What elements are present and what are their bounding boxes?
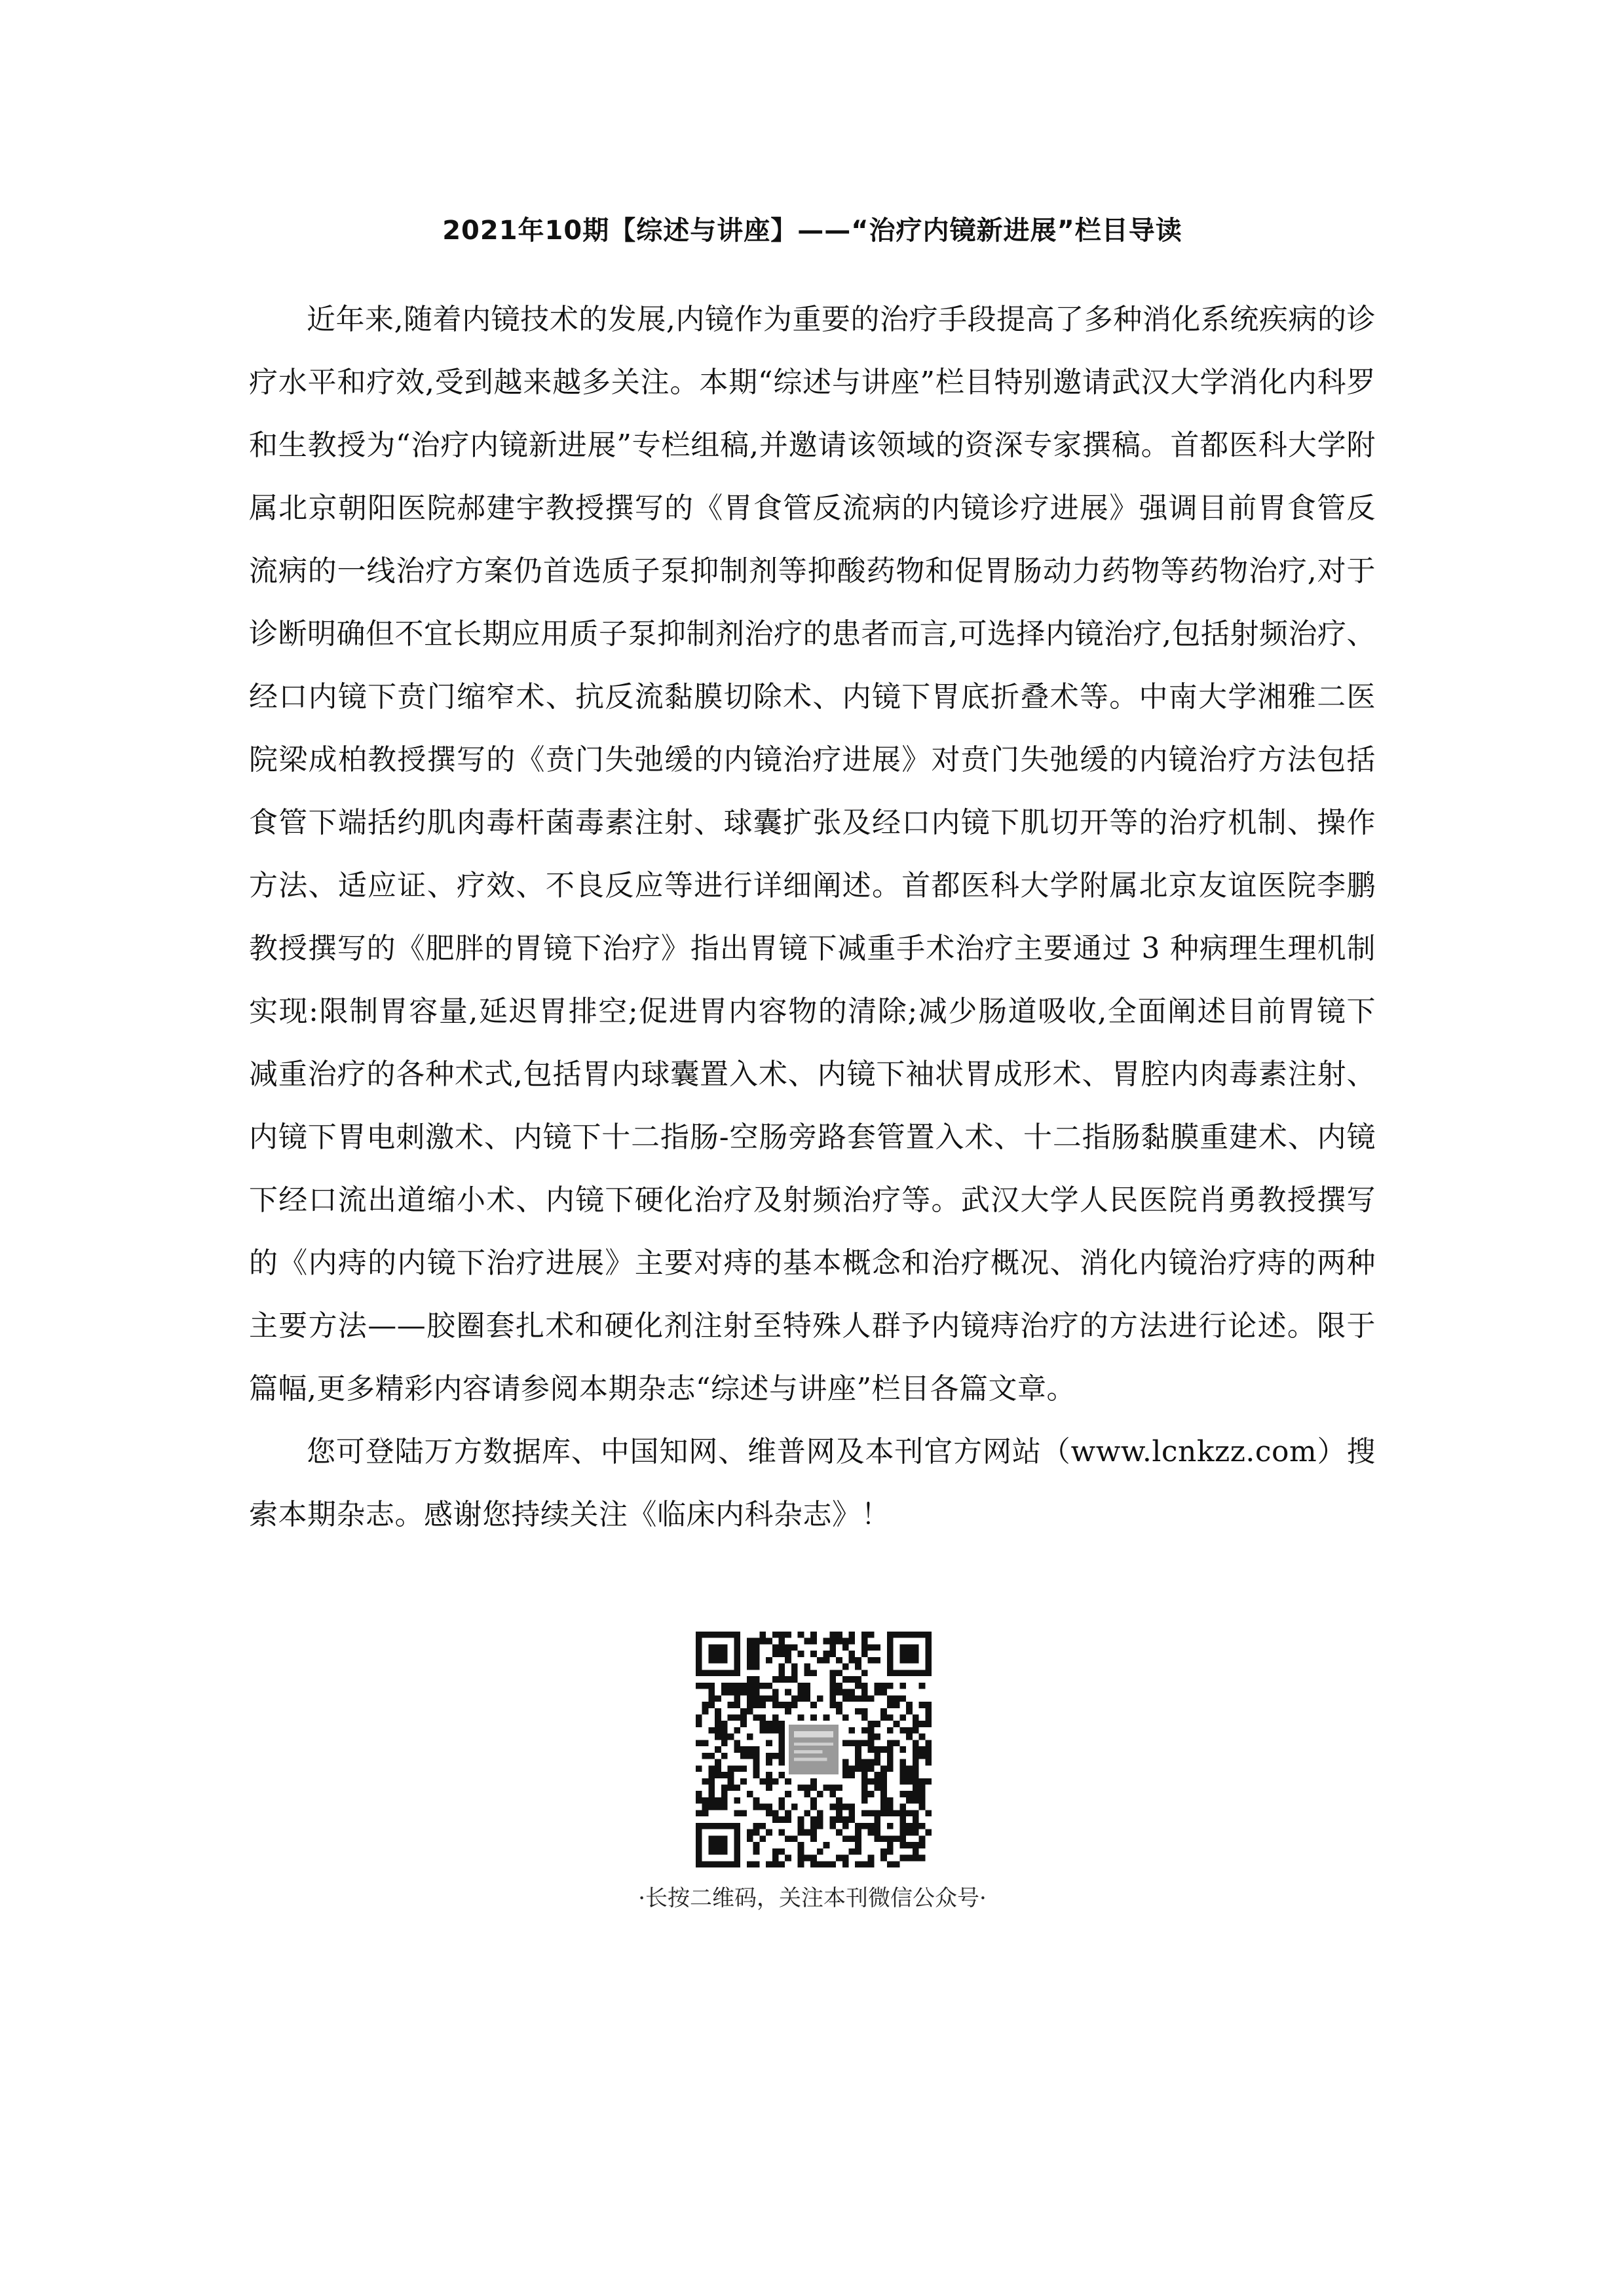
paragraph-intro: 近年来,随着内镜技术的发展,内镜作为重要的治疗手段提高了多种消化系统疾病的诊疗水平和疗效,受到越来越多关注。本期“综述与讲座”栏目特别邀请武汉大学消化内科罗和生教授为“治疗内镜新进展”专栏组稿,并邀请该领域的资深专家撰稿。首都医科大学附属北京朝阳医院郝建宇教授撰写的《胃食管反流病的内镜诊疗进展》强调目前胃食管反流病的一线治疗方案仍首选质子泵抑制剂等抑酸药物和促胃肠动力药物等药物治疗,对于诊断明确但不宜长期应用质子泵抑制剂治疗的患者而言,可选择内镜治疗,包括射频治疗、经口内镜下贲门缩窄术、抗反流黏膜切除术、内镜下胃底折叠术等。中南大学湘雅二医院梁成柏教授撰写的《贲门失弛缓的内镜治疗进展》对贲门失弛缓的内镜治疗方法包括食管下端括约肌肉毒杆菌毒素注射、球囊扩张及经口内镜下肌切开等的治疗机制、操作方法、适应证、疗效、不良反应等进行详细阐述。首都医科大学附属北京友谊医院李鹏教授撰写的《肥胖的胃镜下治疗》指出胃镜下减重手术治疗主要通过 3 种病理生理机制实现:限制胃容量,延迟胃排空;促进胃内容物的清除;减少肠道吸收,全面阐述目前胃镜下减重治疗的各种术式,包括胃内球囊置入术、内镜下袖状胃成形术、胃腔内肉毒素注射、内镜下胃电刺激术、内镜下十二指肠-空肠旁路套管置入术、十二指肠黏膜重建术、内镜下经口流出道缩小术、内镜下硬化治疗及射频治疗等。武汉大学人民医院肖勇教授撰写的《内痔的内镜下治疗进展》主要对痔的基本概念和治疗概况、消化内镜治疗痔的两种主要方法——胶圈套扎术和硬化剂注射至特殊人群予内镜痔治疗的方法进行论述。限于篇幅,更多精彩内容请参阅本期杂志“综述与讲座”栏目各篇文章。	[249, 303, 1376, 1406]
paragraph-access: 您可登陆万方数据库、中国知网、维普网及本刊官方网站（www.lcnkzz.com）搜索本期杂志。感谢您持续关注《临床内科杂志》！	[249, 1435, 1376, 1531]
article-title: 2021年10期【综述与讲座】——“治疗内镜新进展”栏目导读	[442, 216, 1182, 246]
qr-code-icon	[696, 1632, 932, 1867]
qr-caption: ·长按二维码，关注本刊微信公众号·	[638, 1885, 987, 1911]
article-body	[249, 288, 1376, 1546]
